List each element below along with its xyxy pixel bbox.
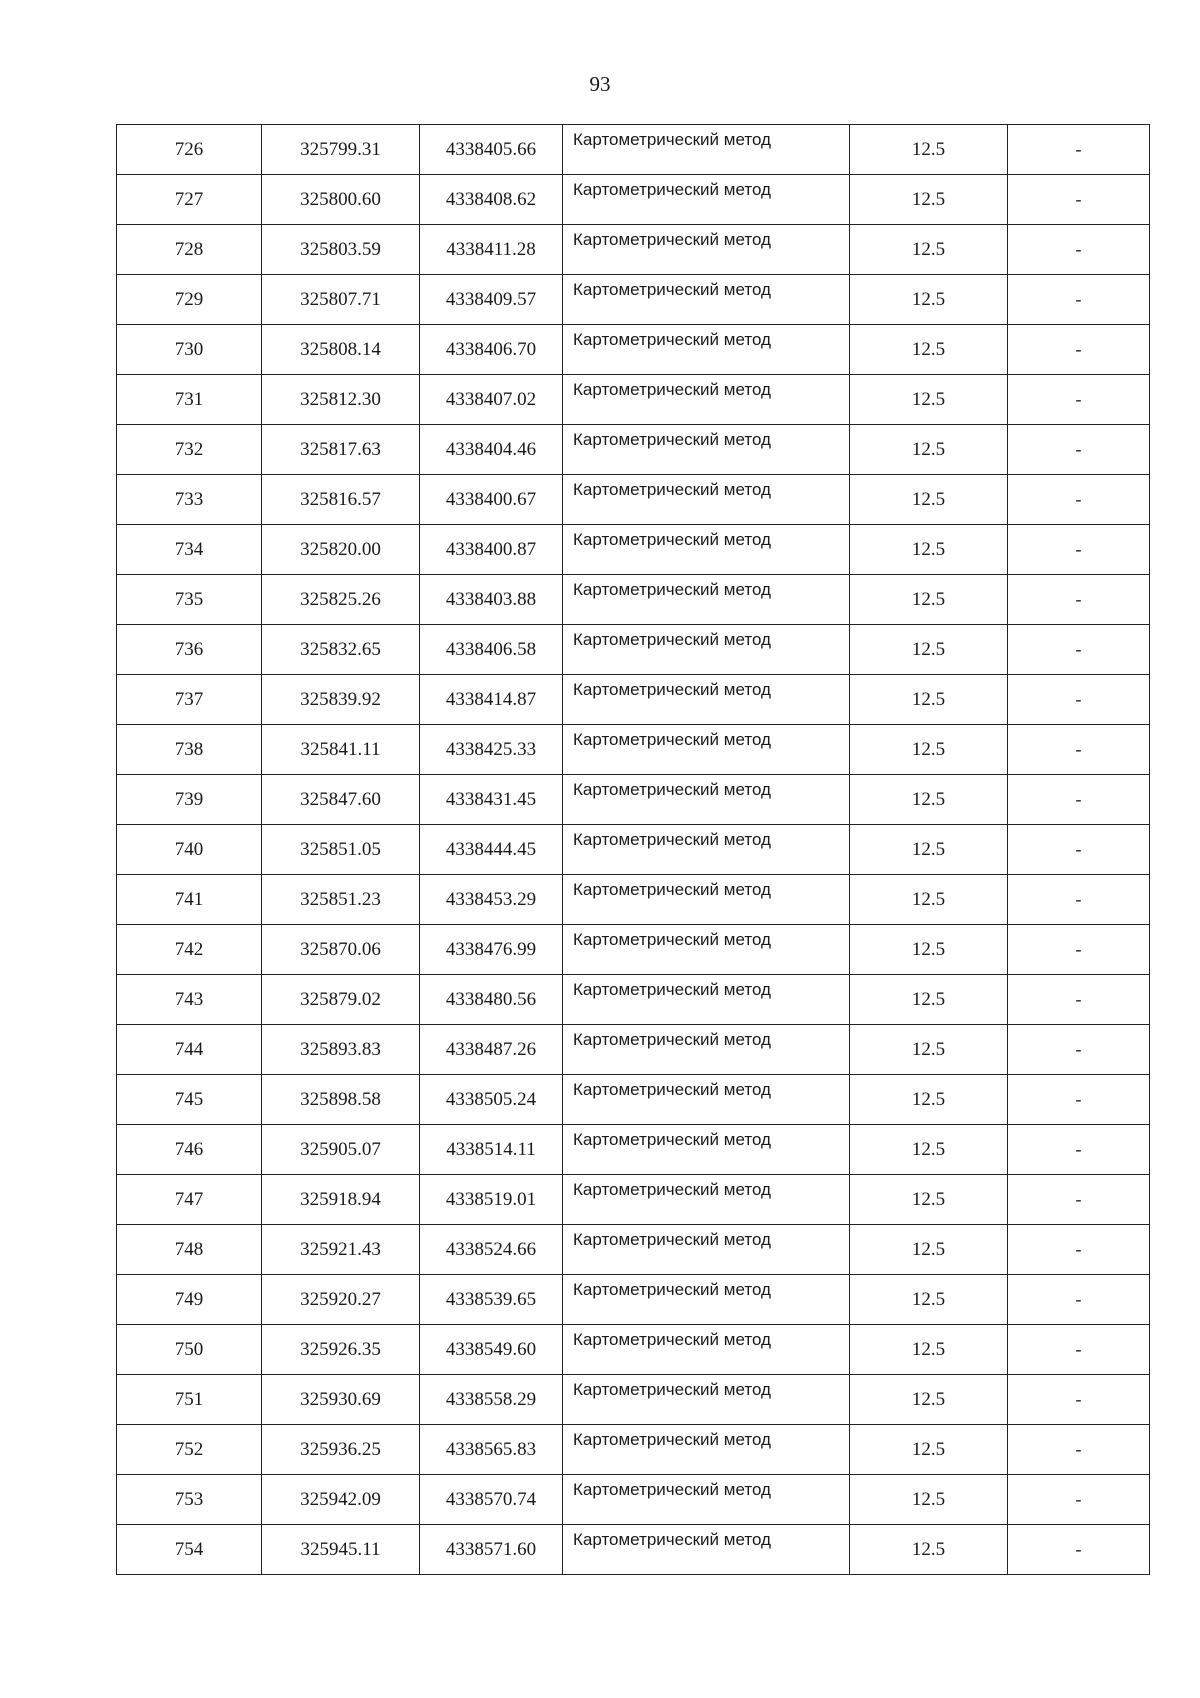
- y-coordinate-cell: 4338571.60: [420, 1525, 563, 1575]
- table-row: [117, 1225, 1150, 1275]
- y-coordinate-cell: 4338425.33: [420, 725, 563, 775]
- point-number-cell: 744: [117, 1025, 262, 1075]
- x-coordinate-cell: 325936.25: [262, 1425, 420, 1475]
- table-row: [117, 425, 1150, 475]
- accuracy-cell: 12.5: [850, 1275, 1008, 1325]
- accuracy-cell: 12.5: [850, 825, 1008, 875]
- accuracy-cell: 12.5: [850, 1375, 1008, 1425]
- accuracy-cell: 12.5: [850, 775, 1008, 825]
- method-cell: Картометрический метод: [563, 1425, 850, 1475]
- note-cell: -: [1008, 725, 1150, 775]
- method-cell: Картометрический метод: [563, 1225, 850, 1275]
- note-cell: -: [1008, 1225, 1150, 1275]
- point-number-cell: 738: [117, 725, 262, 775]
- point-number-cell: 745: [117, 1075, 262, 1125]
- point-number-cell: 751: [117, 1375, 262, 1425]
- accuracy-cell: 12.5: [850, 375, 1008, 425]
- x-coordinate-cell: 325930.69: [262, 1375, 420, 1425]
- y-coordinate-cell: 4338404.46: [420, 425, 563, 475]
- method-cell: Картометрический метод: [563, 575, 850, 625]
- point-number-cell: 736: [117, 625, 262, 675]
- point-number-cell: 734: [117, 525, 262, 575]
- table-row: [117, 525, 1150, 575]
- method-cell: Картометрический метод: [563, 1025, 850, 1075]
- method-cell: Картометрический метод: [563, 675, 850, 725]
- x-coordinate-cell: 325926.35: [262, 1325, 420, 1375]
- table-row: [117, 1525, 1150, 1575]
- note-cell: -: [1008, 325, 1150, 375]
- table-row: [117, 1375, 1150, 1425]
- accuracy-cell: 12.5: [850, 875, 1008, 925]
- x-coordinate-cell: 325832.65: [262, 625, 420, 675]
- x-coordinate-cell: 325808.14: [262, 325, 420, 375]
- x-coordinate-cell: 325807.71: [262, 275, 420, 325]
- accuracy-cell: 12.5: [850, 975, 1008, 1025]
- note-cell: -: [1008, 825, 1150, 875]
- table-row: [117, 1325, 1150, 1375]
- y-coordinate-cell: 4338408.62: [420, 175, 563, 225]
- note-cell: -: [1008, 875, 1150, 925]
- method-cell: Картометрический метод: [563, 425, 850, 475]
- x-coordinate-cell: 325870.06: [262, 925, 420, 975]
- point-number-cell: 752: [117, 1425, 262, 1475]
- point-number-cell: 749: [117, 1275, 262, 1325]
- point-number-cell: 753: [117, 1475, 262, 1525]
- note-cell: -: [1008, 975, 1150, 1025]
- accuracy-cell: 12.5: [850, 275, 1008, 325]
- table-row: [117, 475, 1150, 525]
- method-cell: Картометрический метод: [563, 325, 850, 375]
- accuracy-cell: 12.5: [850, 425, 1008, 475]
- method-cell: Картометрический метод: [563, 1175, 850, 1225]
- point-number-cell: 740: [117, 825, 262, 875]
- table-row: [117, 225, 1150, 275]
- accuracy-cell: 12.5: [850, 1475, 1008, 1525]
- method-cell: Картометрический метод: [563, 1525, 850, 1575]
- accuracy-cell: 12.5: [850, 925, 1008, 975]
- y-coordinate-cell: 4338409.57: [420, 275, 563, 325]
- table-row: [117, 725, 1150, 775]
- x-coordinate-cell: 325879.02: [262, 975, 420, 1025]
- y-coordinate-cell: 4338519.01: [420, 1175, 563, 1225]
- x-coordinate-cell: 325847.60: [262, 775, 420, 825]
- method-cell: Картометрический метод: [563, 825, 850, 875]
- method-cell: Картометрический метод: [563, 1475, 850, 1525]
- table-row: [117, 325, 1150, 375]
- table-row: [117, 575, 1150, 625]
- page-number: 93: [589, 72, 611, 96]
- table-row: [117, 925, 1150, 975]
- accuracy-cell: 12.5: [850, 575, 1008, 625]
- x-coordinate-cell: 325898.58: [262, 1075, 420, 1125]
- method-cell: Картометрический метод: [563, 1125, 850, 1175]
- x-coordinate-cell: 325841.11: [262, 725, 420, 775]
- table-row: [117, 825, 1150, 875]
- accuracy-cell: 12.5: [850, 1125, 1008, 1175]
- method-cell: Картометрический метод: [563, 525, 850, 575]
- note-cell: -: [1008, 675, 1150, 725]
- x-coordinate-cell: 325799.31: [262, 125, 420, 175]
- method-cell: Картометрический метод: [563, 1375, 850, 1425]
- y-coordinate-cell: 4338407.02: [420, 375, 563, 425]
- y-coordinate-cell: 4338539.65: [420, 1275, 563, 1325]
- point-number-cell: 743: [117, 975, 262, 1025]
- point-number-cell: 741: [117, 875, 262, 925]
- x-coordinate-cell: 325942.09: [262, 1475, 420, 1525]
- x-coordinate-cell: 325812.30: [262, 375, 420, 425]
- x-coordinate-cell: 325921.43: [262, 1225, 420, 1275]
- x-coordinate-cell: 325920.27: [262, 1275, 420, 1325]
- coordinates-table: [116, 124, 1150, 1575]
- x-coordinate-cell: 325851.23: [262, 875, 420, 925]
- point-number-cell: 747: [117, 1175, 262, 1225]
- method-cell: Картометрический метод: [563, 175, 850, 225]
- note-cell: -: [1008, 575, 1150, 625]
- table-row: [117, 1425, 1150, 1475]
- note-cell: -: [1008, 525, 1150, 575]
- x-coordinate-cell: 325905.07: [262, 1125, 420, 1175]
- y-coordinate-cell: 4338414.87: [420, 675, 563, 725]
- table-row: [117, 175, 1150, 225]
- y-coordinate-cell: 4338403.88: [420, 575, 563, 625]
- note-cell: -: [1008, 625, 1150, 675]
- accuracy-cell: 12.5: [850, 725, 1008, 775]
- x-coordinate-cell: 325800.60: [262, 175, 420, 225]
- x-coordinate-cell: 325816.57: [262, 475, 420, 525]
- x-coordinate-cell: 325839.92: [262, 675, 420, 725]
- method-cell: Картометрический метод: [563, 975, 850, 1025]
- point-number-cell: 754: [117, 1525, 262, 1575]
- point-number-cell: 730: [117, 325, 262, 375]
- y-coordinate-cell: 4338476.99: [420, 925, 563, 975]
- accuracy-cell: 12.5: [850, 475, 1008, 525]
- y-coordinate-cell: 4338453.29: [420, 875, 563, 925]
- point-number-cell: 735: [117, 575, 262, 625]
- point-number-cell: 727: [117, 175, 262, 225]
- table-row: [117, 975, 1150, 1025]
- method-cell: Картометрический метод: [563, 625, 850, 675]
- method-cell: Картометрический метод: [563, 225, 850, 275]
- table-row: [117, 625, 1150, 675]
- accuracy-cell: 12.5: [850, 525, 1008, 575]
- method-cell: Картометрический метод: [563, 1275, 850, 1325]
- accuracy-cell: 12.5: [850, 325, 1008, 375]
- note-cell: -: [1008, 175, 1150, 225]
- note-cell: -: [1008, 475, 1150, 525]
- accuracy-cell: 12.5: [850, 225, 1008, 275]
- table-row: [117, 1475, 1150, 1525]
- table-row: [117, 1125, 1150, 1175]
- point-number-cell: 742: [117, 925, 262, 975]
- note-cell: -: [1008, 125, 1150, 175]
- y-coordinate-cell: 4338524.66: [420, 1225, 563, 1275]
- table-row: [117, 1025, 1150, 1075]
- y-coordinate-cell: 4338558.29: [420, 1375, 563, 1425]
- method-cell: Картометрический метод: [563, 1075, 850, 1125]
- y-coordinate-cell: 4338406.70: [420, 325, 563, 375]
- note-cell: -: [1008, 1125, 1150, 1175]
- accuracy-cell: 12.5: [850, 675, 1008, 725]
- method-cell: Картометрический метод: [563, 925, 850, 975]
- x-coordinate-cell: 325851.05: [262, 825, 420, 875]
- note-cell: -: [1008, 1075, 1150, 1125]
- x-coordinate-cell: 325918.94: [262, 1175, 420, 1225]
- note-cell: -: [1008, 1475, 1150, 1525]
- x-coordinate-cell: 325945.11: [262, 1525, 420, 1575]
- y-coordinate-cell: 4338411.28: [420, 225, 563, 275]
- accuracy-cell: 12.5: [850, 125, 1008, 175]
- point-number-cell: 728: [117, 225, 262, 275]
- accuracy-cell: 12.5: [850, 1025, 1008, 1075]
- y-coordinate-cell: 4338514.11: [420, 1125, 563, 1175]
- table-row: [117, 1075, 1150, 1125]
- table-row: [117, 875, 1150, 925]
- table-row: [117, 1275, 1150, 1325]
- y-coordinate-cell: 4338487.26: [420, 1025, 563, 1075]
- note-cell: -: [1008, 1375, 1150, 1425]
- method-cell: Картометрический метод: [563, 725, 850, 775]
- note-cell: -: [1008, 1025, 1150, 1075]
- accuracy-cell: 12.5: [850, 1525, 1008, 1575]
- point-number-cell: 733: [117, 475, 262, 525]
- coordinates-table-body: [117, 125, 1150, 1575]
- y-coordinate-cell: 4338431.45: [420, 775, 563, 825]
- point-number-cell: 732: [117, 425, 262, 475]
- method-cell: Картометрический метод: [563, 875, 850, 925]
- y-coordinate-cell: 4338480.56: [420, 975, 563, 1025]
- note-cell: -: [1008, 1275, 1150, 1325]
- table-row: [117, 675, 1150, 725]
- table-row: [117, 375, 1150, 425]
- table-row: [117, 1175, 1150, 1225]
- note-cell: -: [1008, 375, 1150, 425]
- x-coordinate-cell: 325820.00: [262, 525, 420, 575]
- point-number-cell: 748: [117, 1225, 262, 1275]
- y-coordinate-cell: 4338406.58: [420, 625, 563, 675]
- point-number-cell: 729: [117, 275, 262, 325]
- y-coordinate-cell: 4338565.83: [420, 1425, 563, 1475]
- note-cell: -: [1008, 1325, 1150, 1375]
- accuracy-cell: 12.5: [850, 1075, 1008, 1125]
- note-cell: -: [1008, 775, 1150, 825]
- y-coordinate-cell: 4338549.60: [420, 1325, 563, 1375]
- table-row: [117, 775, 1150, 825]
- accuracy-cell: 12.5: [850, 175, 1008, 225]
- y-coordinate-cell: 4338400.67: [420, 475, 563, 525]
- table-row: [117, 125, 1150, 175]
- note-cell: -: [1008, 275, 1150, 325]
- accuracy-cell: 12.5: [850, 625, 1008, 675]
- y-coordinate-cell: 4338505.24: [420, 1075, 563, 1125]
- point-number-cell: 726: [117, 125, 262, 175]
- accuracy-cell: 12.5: [850, 1325, 1008, 1375]
- y-coordinate-cell: 4338444.45: [420, 825, 563, 875]
- x-coordinate-cell: 325817.63: [262, 425, 420, 475]
- method-cell: Картометрический метод: [563, 375, 850, 425]
- method-cell: Картометрический метод: [563, 275, 850, 325]
- y-coordinate-cell: 4338405.66: [420, 125, 563, 175]
- note-cell: -: [1008, 425, 1150, 475]
- method-cell: Картометрический метод: [563, 125, 850, 175]
- point-number-cell: 739: [117, 775, 262, 825]
- note-cell: -: [1008, 1175, 1150, 1225]
- note-cell: -: [1008, 1525, 1150, 1575]
- y-coordinate-cell: 4338570.74: [420, 1475, 563, 1525]
- note-cell: -: [1008, 1425, 1150, 1475]
- x-coordinate-cell: 325825.26: [262, 575, 420, 625]
- accuracy-cell: 12.5: [850, 1225, 1008, 1275]
- method-cell: Картометрический метод: [563, 475, 850, 525]
- table-row: [117, 275, 1150, 325]
- method-cell: Картометрический метод: [563, 1325, 850, 1375]
- note-cell: -: [1008, 225, 1150, 275]
- point-number-cell: 746: [117, 1125, 262, 1175]
- accuracy-cell: 12.5: [850, 1175, 1008, 1225]
- x-coordinate-cell: 325803.59: [262, 225, 420, 275]
- point-number-cell: 737: [117, 675, 262, 725]
- point-number-cell: 731: [117, 375, 262, 425]
- note-cell: -: [1008, 925, 1150, 975]
- y-coordinate-cell: 4338400.87: [420, 525, 563, 575]
- accuracy-cell: 12.5: [850, 1425, 1008, 1475]
- point-number-cell: 750: [117, 1325, 262, 1375]
- method-cell: Картометрический метод: [563, 775, 850, 825]
- x-coordinate-cell: 325893.83: [262, 1025, 420, 1075]
